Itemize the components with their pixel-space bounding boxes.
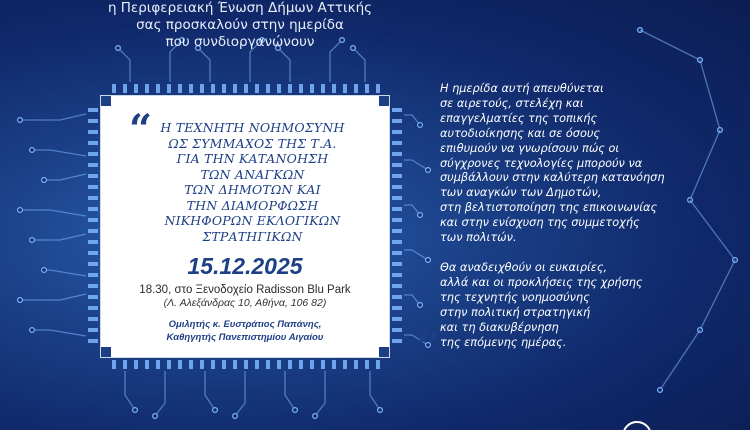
chip-pin [88, 196, 98, 200]
intro-line: η Περιφερειακή Ένωση Δήμων Αττικής [107, 0, 373, 16]
chip-pin [189, 84, 193, 93]
circuit-trace [118, 48, 130, 82]
chip-pin [167, 360, 171, 369]
card-corner [379, 347, 389, 357]
intro-line: σας προσκαλούν στην ημερίδα [136, 17, 344, 33]
title-line: ΓΙΑ ΤΗΝ ΚΑΤΑΝΟΗΣΗ [176, 151, 329, 166]
circuit-node [418, 123, 423, 128]
circuit-node [293, 408, 298, 413]
chip-pin [88, 273, 98, 277]
description-line: αλλά και οι προκλήσεις της χρήσης [440, 275, 643, 289]
description-line: της τεχνητής νοημοσύνης [440, 290, 590, 304]
circuit-trace [370, 371, 380, 410]
circuit-node [418, 213, 423, 218]
chip-pin [392, 130, 402, 134]
chip-pin [365, 84, 369, 93]
circuit-node [30, 328, 35, 333]
circuit-node [18, 118, 23, 123]
chip-pin [392, 163, 402, 167]
chip-pin [332, 84, 336, 93]
chip-pin [277, 84, 281, 93]
chip-pin [354, 84, 358, 93]
chip-pin [134, 84, 138, 93]
circuit-node [18, 208, 23, 213]
chip-pin [156, 360, 160, 369]
chip-pin [88, 185, 98, 189]
description-line: αυτοδιοίκησης και σε όσους [440, 126, 601, 140]
chip-pin [392, 196, 402, 200]
chip-pin [255, 360, 259, 369]
description-text [440, 82, 735, 350]
speaker-line: Ομιλητής κ. Ευστράτιος Παπάνης, [168, 319, 322, 330]
card-corner [101, 347, 111, 357]
description-line: Θα αναδειχθούν οι ευκαιρίες, [440, 260, 608, 274]
circuit-node [30, 238, 35, 243]
chip-pin [88, 163, 98, 167]
chip-pin [222, 84, 226, 93]
intro-text [60, 0, 420, 51]
chip-pin [200, 84, 204, 93]
circuit-trace [32, 330, 86, 336]
event-title [150, 120, 355, 244]
chip-pin [376, 84, 380, 93]
event-venue: 18.30, στο Ξενοδοχείο Radisson Blu Park [139, 284, 351, 296]
description-line: Η ημερίδα αυτή απευθύνεται [440, 82, 604, 95]
circuit-trace [278, 48, 290, 82]
circuit-trace [32, 234, 86, 240]
description-line: συμβάλλουν στην καλύτερη κατανόηση [440, 171, 665, 185]
description-line: σε αιρετούς, στελέχη και [440, 96, 584, 110]
chip-pin [178, 360, 182, 369]
chip-pin [392, 108, 402, 112]
chip-pin [88, 328, 98, 332]
chip-pin [88, 339, 98, 343]
card-corner [101, 96, 111, 106]
circuit-node [233, 414, 238, 419]
description-paragraph [440, 261, 735, 350]
chip-pin [376, 360, 380, 369]
description-line: στην πολιτική στρατηγική [440, 305, 591, 319]
chip-pin [88, 141, 98, 145]
chip-pin [354, 360, 358, 369]
description-paragraph [440, 82, 735, 246]
circuit-node [213, 408, 218, 413]
circuit-node [378, 408, 383, 413]
chip-pin [392, 284, 402, 288]
chip-pin [88, 306, 98, 310]
circuit-trace [353, 48, 365, 82]
chip-pin [299, 84, 303, 93]
chip-pin [332, 360, 336, 369]
circuit-trace [285, 371, 295, 410]
circuit-trace [404, 160, 428, 170]
chip-pin [156, 84, 160, 93]
chip-pin [392, 185, 402, 189]
chip-pin [392, 273, 402, 277]
chip-pin [277, 360, 281, 369]
chip-pin [392, 339, 402, 343]
circuit-trace [205, 371, 215, 410]
description-line: και τη διακυβέρνηση [440, 320, 559, 334]
intro-line: που συνδιοργανώνουν [165, 34, 315, 50]
chip-pin [200, 360, 204, 369]
circuit-trace [155, 371, 165, 416]
circuit-node [30, 148, 35, 153]
chip-pin [88, 284, 98, 288]
chip-pin [233, 360, 237, 369]
chip-pin [392, 229, 402, 233]
chip-pin [310, 84, 314, 93]
circuit-trace [235, 371, 245, 416]
circuit-node [313, 414, 318, 419]
chip-pin [88, 174, 98, 178]
circuit-trace [44, 174, 86, 180]
description-line: των πολιτών. [440, 231, 517, 245]
circuit-trace [315, 371, 325, 416]
event-speaker [130, 318, 360, 344]
title-line: Η ΤΕΧΝΗΤΗ ΝΟΗΜΟΣΥΝΗ [160, 120, 345, 135]
chip-pin [392, 306, 402, 310]
circuit-trace [198, 48, 210, 82]
chip-pin [88, 251, 98, 255]
circuit-trace [20, 114, 86, 120]
chip-pin [244, 360, 248, 369]
chip-pin [343, 360, 347, 369]
circuit-node [426, 258, 431, 263]
circuit-trace [640, 30, 700, 60]
circuit-node [658, 388, 663, 393]
chip-pin [88, 207, 98, 211]
chip-pin [392, 174, 402, 178]
title-line: ΩΣ ΣΥΜΜΑΧΟΣ ΤΗΣ Τ.Α. [168, 135, 337, 151]
chip-pin [112, 360, 116, 369]
description-line: στη βελτιστοποίηση της επικοινωνίας [440, 201, 658, 215]
chip-pin [123, 84, 127, 93]
card-corner [379, 96, 389, 106]
circuit-trace [125, 371, 135, 410]
chip-pin [211, 84, 215, 93]
chip-pin [88, 317, 98, 321]
chip-pin [178, 84, 182, 93]
circuit-trace [20, 294, 86, 300]
chip-pin [255, 84, 259, 93]
chip-pin [88, 229, 98, 233]
chip-pin [88, 240, 98, 244]
chip-pin [392, 240, 402, 244]
description-line: των αναγκών των Δημοτών, [440, 186, 602, 200]
circuit-node [18, 298, 23, 303]
chip-pin [392, 207, 402, 211]
chip-pin [145, 360, 149, 369]
chip-pin [392, 251, 402, 255]
chip-pin [392, 218, 402, 222]
circuit-node [426, 168, 431, 173]
chip-pin [145, 84, 149, 93]
description-line: και στην ενίσχυση της συμμετοχής [440, 216, 640, 230]
chip-pin [392, 152, 402, 156]
chip-pin [88, 295, 98, 299]
event-address: (Λ. Αλεξάνδρας 10, Αθήνα, 106 82) [163, 297, 327, 309]
chip-pin [88, 130, 98, 134]
chip-pin [88, 119, 98, 123]
chip-pin [365, 360, 369, 369]
circuit-node [153, 414, 158, 419]
chip-pin [288, 360, 292, 369]
description-line: της επόμενης ημέρας. [440, 335, 567, 349]
chip-pin [392, 328, 402, 332]
chip-pin [244, 84, 248, 93]
chip-pin [167, 84, 171, 93]
chip-pin [310, 360, 314, 369]
chip-pin [343, 84, 347, 93]
chip-pin [392, 141, 402, 145]
title-line: ΣΤΡΑΤΗΓΙΚΩΝ [202, 228, 303, 244]
circuit-trace [44, 270, 86, 276]
circuit-node [42, 268, 47, 273]
chip-pin [288, 84, 292, 93]
chip-pin [299, 360, 303, 369]
chip-pin [211, 360, 215, 369]
circuit-trace [404, 250, 428, 260]
chip-pin [392, 262, 402, 266]
chip-pin [222, 360, 226, 369]
chip-pin [88, 108, 98, 112]
chip-pin [112, 84, 116, 93]
chip-pin [392, 317, 402, 321]
chip-pin [134, 360, 138, 369]
chip-pin [392, 295, 402, 299]
chip-pin [88, 262, 98, 266]
chip-pin [233, 84, 237, 93]
title-line: ΤΗΝ ΔΙΑΜΟΡΦΩΣΗ [186, 197, 319, 213]
chip-pin [321, 84, 325, 93]
speaker-line: Καθηγητής Πανεπιστημίου Αιγαίου [166, 332, 324, 343]
chip-pin [266, 84, 270, 93]
open-quote-icon: “ [129, 106, 153, 153]
chip-pin [88, 218, 98, 222]
chip-pin [392, 119, 402, 123]
title-line: ΝΙΚΗΦΟΡΩΝ ΕΚΛΟΓΙΚΩΝ [164, 213, 341, 228]
circuit-node [42, 178, 47, 183]
description-line: σύγχρονες τεχνολογίες μπορούν να [440, 156, 643, 170]
title-line: ΤΩΝ ΑΝΑΓΚΩΝ [200, 166, 305, 182]
circuit-trace [32, 150, 86, 156]
close-quote-icon: ” [417, 324, 441, 371]
chip-pin [123, 360, 127, 369]
chip-pin [189, 360, 193, 369]
title-line: ΤΩΝ ΔΗΜΟΤΩΝ ΚΑΙ [184, 182, 321, 197]
circuit-node [418, 303, 423, 308]
chip-pin [321, 360, 325, 369]
chip-pin [266, 360, 270, 369]
event-date: 15.12.2025 [187, 253, 303, 279]
circuit-trace [20, 210, 86, 216]
description-line: επιθυμούν να γνωρίσουν πώς οι [440, 141, 620, 155]
chip-pin [88, 152, 98, 156]
description-line: επαγγελματίες της τοπικής [440, 111, 598, 125]
circuit-node [133, 408, 138, 413]
